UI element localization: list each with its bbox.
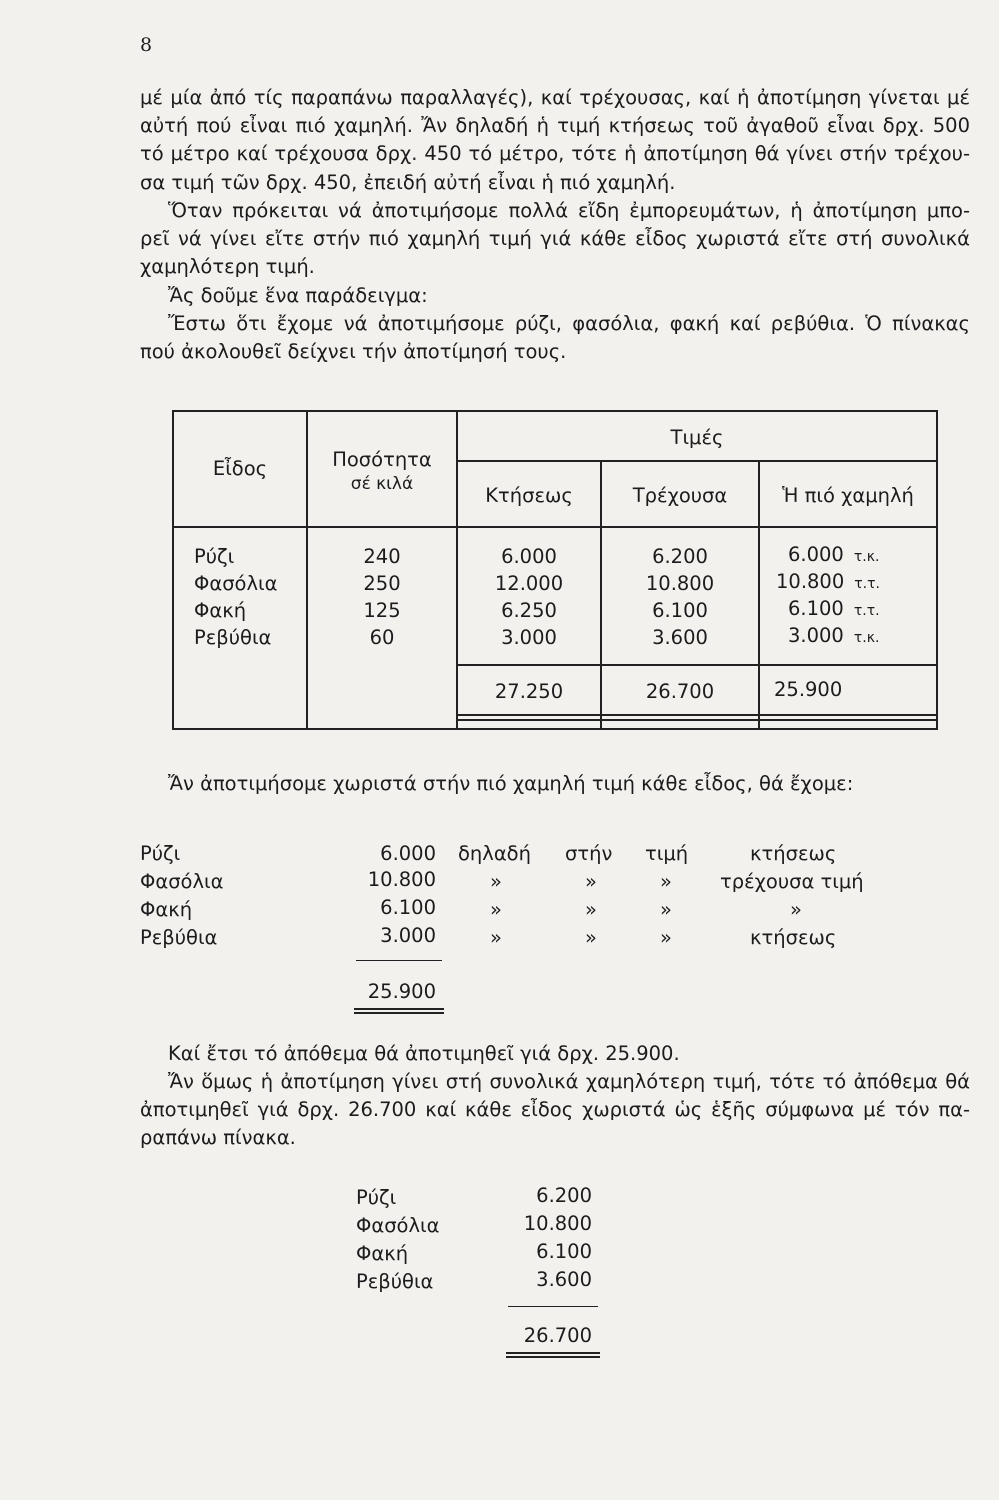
total-acq: 27.250	[494, 680, 564, 703]
list-note: »	[585, 926, 597, 949]
list-note: τιμή	[645, 842, 689, 865]
list-note: »	[490, 870, 502, 893]
list-total: 26.700	[523, 1324, 592, 1347]
list-value: 6.100	[536, 1240, 592, 1263]
double-underline	[506, 1352, 600, 1358]
row-low-value: 6.100	[788, 597, 844, 620]
list-note: »	[660, 898, 672, 921]
text-line: ραπάνω πίνακα.	[140, 1126, 296, 1150]
row-item: Ρεβύθια	[194, 626, 272, 649]
total-cur: 26.700	[645, 680, 715, 703]
paragraph-7	[140, 1068, 970, 1153]
list-note: »	[660, 870, 672, 893]
list-item: Φασόλια	[140, 870, 224, 893]
text-line: ἀποτιμηθεῖ γιά δρχ. 26.700 καί κάθε εἶδος χωριστά ὡς ἑξῆς σύμφωνα μέ τόν πα-	[140, 1098, 970, 1122]
row-qty: 125	[363, 599, 401, 622]
list-note: δηλαδή	[458, 842, 531, 865]
list-note: »	[660, 926, 672, 949]
text-line: μέ μία ἀπό τίς παραπάνω παραλλαγές), καί τρέχουσας, καί ἡ ἀποτίμηση γίνεται μέ	[140, 86, 970, 109]
paragraph-5	[140, 770, 970, 798]
text-line: Ὅταν πρόκειται νά ἀποτιμήσομε πολλά εἴδη ἐμπορευμάτων, ἡ ἀποτίμηση μπο-	[168, 199, 970, 222]
valuation-table	[172, 410, 938, 730]
row-tag: τ.κ.	[853, 630, 880, 646]
table-hline	[456, 664, 938, 666]
text-line: χαμηλότερη τιμή.	[140, 255, 315, 279]
list-note: στήν	[565, 842, 613, 865]
page-number: 8	[140, 34, 153, 56]
paragraph-3	[140, 282, 970, 310]
table-hline	[456, 719, 938, 721]
text-line: πού ἀκολουθεῖ δείχνει τήν ἀποτίμησή τους.	[140, 340, 567, 364]
row-low-value: 3.000	[788, 624, 844, 647]
list-value: 6.100	[380, 896, 436, 919]
table-hline	[456, 714, 938, 716]
list-note: τρέχουσα τιμή	[720, 870, 864, 893]
row-qty: 240	[363, 545, 401, 568]
text-line: Ἄς δοῦμε ἕνα παράδειγμα:	[168, 284, 428, 307]
row-low	[776, 570, 880, 593]
sum-rule	[508, 1306, 598, 1307]
row-acq: 6.250	[501, 599, 557, 622]
list-value: 6.000	[380, 842, 436, 865]
row-cur: 6.100	[652, 599, 708, 622]
row-low	[788, 597, 880, 620]
paragraph-2	[140, 197, 970, 282]
text-line: τό μέτρο καί τρέχουσα δρχ. 450 τό μέτρο, τότε ἡ ἀποτίμηση θά γίνει στήν τρέχου-	[140, 142, 970, 166]
row-qty: 60	[369, 626, 395, 649]
row-tag: τ.τ.	[854, 576, 880, 592]
paragraph-6	[140, 1040, 970, 1068]
text-line: Ἄν ὅμως ἡ ἀποτίμηση γίνει στή συνολικά χαμηλότερη τιμή, τότε τό ἀπόθεμα θά	[168, 1070, 970, 1093]
list-note: »	[790, 898, 802, 921]
list-note: κτήσεως	[750, 926, 837, 949]
list-item: Ρεβύθια	[356, 1270, 434, 1293]
row-acq: 3.000	[501, 626, 557, 649]
row-cur: 10.800	[645, 572, 715, 595]
list-item: Φασόλια	[356, 1214, 440, 1237]
list-note: »	[490, 926, 502, 949]
header-acquisition: Κτήσεως	[485, 484, 573, 507]
text-line: Καί ἔτσι τό ἀπόθεμα θά ἀποτιμηθεῖ γιά δρχ. 25.900.	[168, 1042, 680, 1065]
row-low-value: 10.800	[776, 570, 845, 593]
list-value: 3.600	[536, 1268, 592, 1291]
list-note: »	[585, 870, 597, 893]
list-item: Φακή	[356, 1242, 409, 1265]
row-low	[788, 624, 879, 647]
list-item: Ρύζι	[356, 1186, 397, 1209]
list-value: 10.800	[367, 868, 436, 891]
row-cur: 3.600	[652, 626, 708, 649]
text-line: αὐτή πού εἶναι πιό χαμηλή. Ἄν δηλαδή ἡ τιμή κτήσεως τοῦ ἀγαθοῦ εἶναι δρχ. 500	[140, 114, 970, 138]
list-item: Φακή	[140, 898, 193, 921]
header-quantity-line2: σέ κιλά	[350, 474, 414, 494]
row-acq: 6.000	[501, 545, 557, 568]
total-low: 25.900	[774, 678, 843, 701]
row-low	[788, 543, 879, 566]
row-tag: τ.κ.	[853, 549, 880, 565]
row-cur: 6.200	[652, 545, 708, 568]
list-value: 6.200	[536, 1184, 592, 1207]
double-underline	[354, 1008, 444, 1014]
row-low-value: 6.000	[788, 543, 844, 566]
text-line: σα τιμή τῶν δρχ. 450, ἐπειδή αὐτή εἶναι ἡ πιό χαμηλή.	[140, 170, 676, 194]
row-qty: 250	[363, 572, 401, 595]
list-value: 10.800	[523, 1212, 592, 1235]
row-acq: 12.000	[494, 572, 564, 595]
table-hline	[456, 460, 938, 462]
list-note: »	[585, 898, 597, 921]
list-value: 3.000	[380, 924, 436, 947]
row-tag: τ.τ.	[853, 603, 880, 619]
header-lowest: Ἡ πιό χαμηλή	[782, 484, 914, 507]
text-line: Ἄν ἀποτιμήσομε χωριστά στήν πιό χαμηλή τιμή κάθε εἶδος, θά ἔχομε:	[168, 772, 854, 795]
header-current: Τρέχουσα	[632, 484, 728, 507]
paragraph-4	[140, 310, 970, 366]
list-item: Ρεβύθια	[140, 926, 218, 949]
table-hline	[174, 526, 936, 528]
list-item: Ρύζι	[140, 842, 181, 865]
header-item: Εἶδος	[212, 457, 268, 480]
list-total: 25.900	[367, 980, 436, 1003]
row-item: Φακή	[194, 599, 247, 622]
header-prices: Τιμές	[670, 426, 724, 449]
text-line: ρεῖ νά γίνει εἴτε στήν πιό χαμηλή τιμή γιά κάθε εἶδος χωριστά εἴτε στή συνολικά	[140, 227, 970, 251]
list-note: κτήσεως	[750, 842, 837, 865]
row-item: Φασόλια	[194, 572, 278, 595]
paragraph-1	[140, 84, 970, 197]
row-item: Ρύζι	[194, 545, 235, 568]
text-line: Ἔστω ὅτι ἔχομε νά ἀποτιμήσομε ρύζι, φασόλια, φακή καί ρεβύθια. Ὁ πίνακας	[168, 312, 970, 335]
header-quantity-line1: Ποσότητα	[332, 448, 432, 471]
list-note: »	[490, 898, 502, 921]
sum-rule	[356, 960, 442, 961]
